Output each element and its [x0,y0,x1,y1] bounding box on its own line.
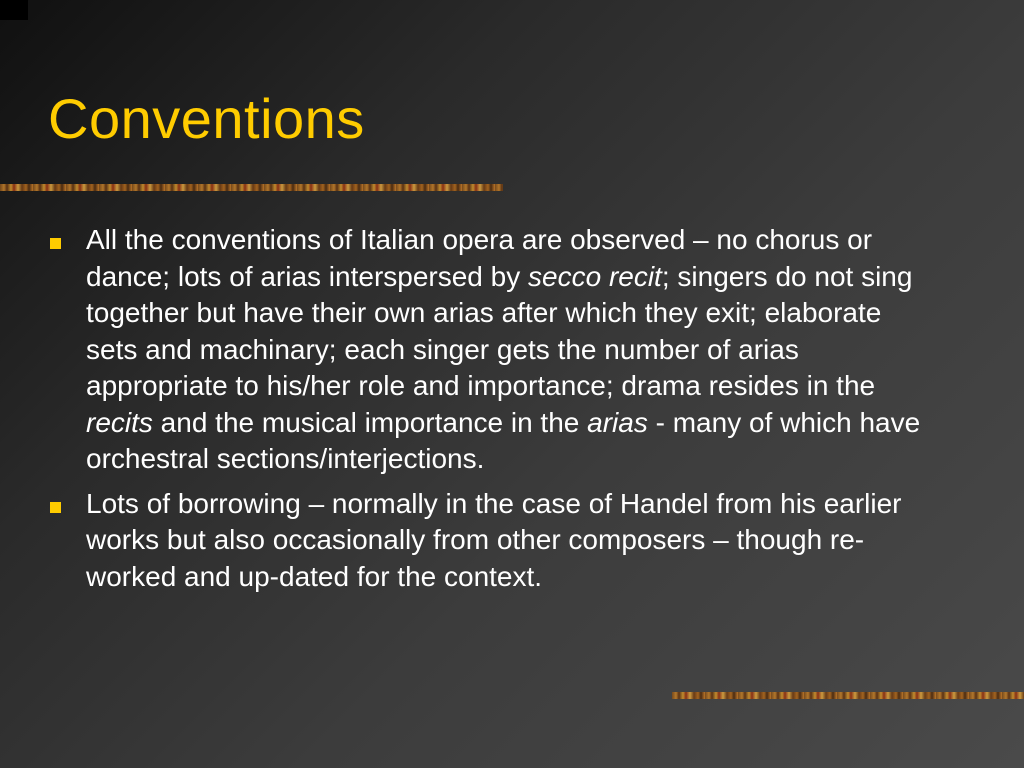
corner-mark [0,0,28,20]
bullet-item-conventions [48,222,928,478]
decorative-bar-top [0,184,503,191]
bullet-text-segment-italic: recits [86,406,153,438]
bullet-text-segment-italic: secco recit [528,260,662,292]
bullet-text-segment: - many of which have orchestral sections/interjections. [86,406,921,474]
slide-title: Conventions [48,87,365,150]
bullet-text-segment: Lots of borrowing – normally in the case of Handel from his earlier works but also occasionally from other composers – though re-worked and up-dated for the context. [86,487,902,592]
decorative-bar-bottom [672,692,1024,699]
square-bullet-icon [50,502,61,513]
square-bullet-icon [50,238,61,249]
bullet-text-segment-italic: arias [587,406,648,438]
bullet-item-borrowing [48,486,928,596]
bullet-text-segment: All the conventions of Italian opera are observed – no chorus or dance; lots of arias interspersed by [86,224,873,292]
bullet-text-segment: ; singers do not sing together but have their own arias after which they exit; elaborate sets and machinary; each singer gets the number of arias appropriate to his/her role and importance; drama resides in the [86,260,913,401]
bullet-text [86,488,902,592]
bullet-text [86,224,920,474]
bullet-text-segment: and the musical importance in the [152,406,588,438]
bullet-list [48,222,928,603]
